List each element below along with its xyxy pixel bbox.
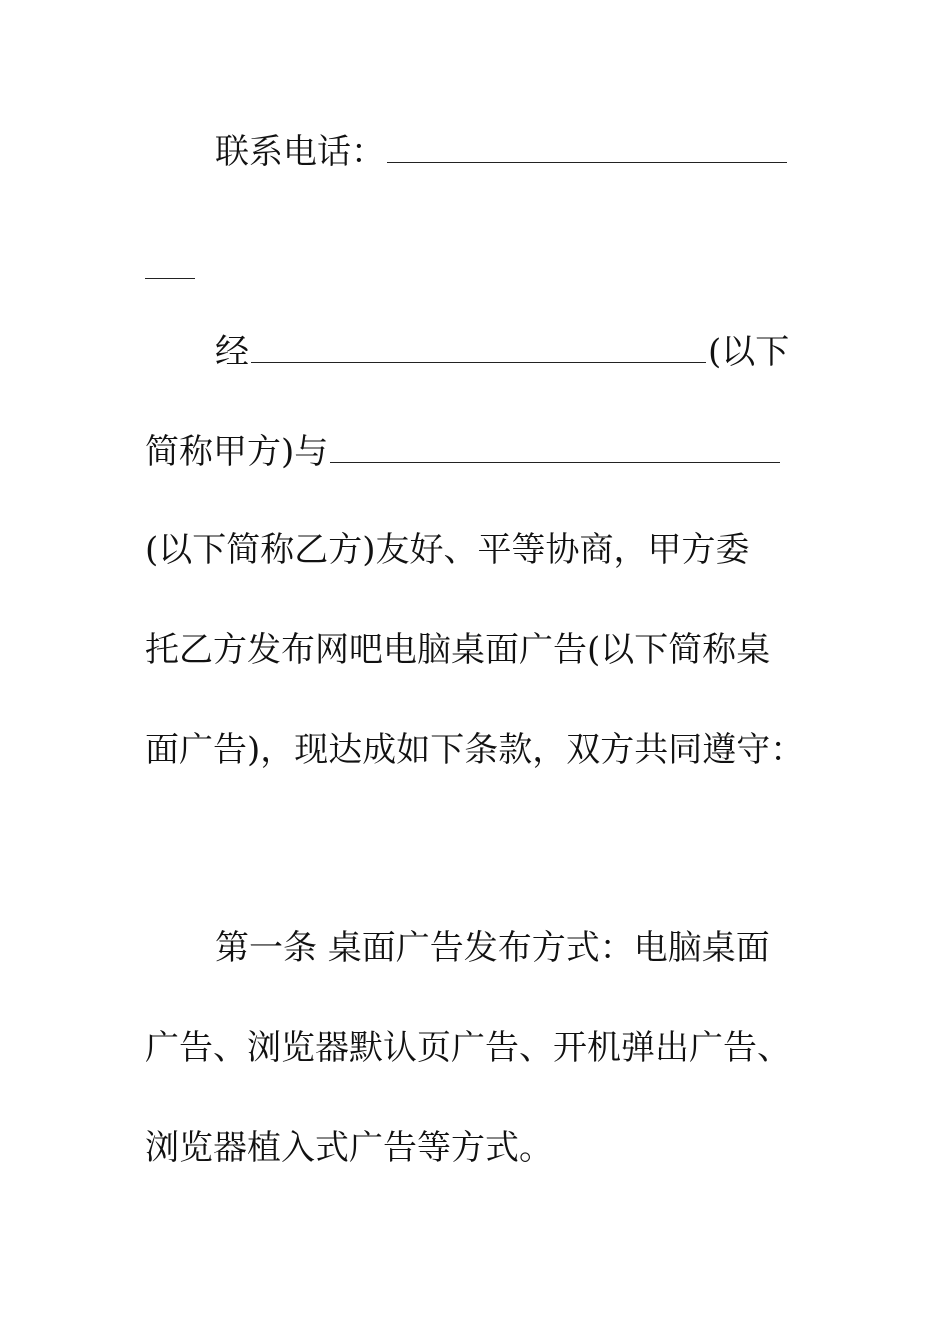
contact-phone-blank bbox=[387, 161, 787, 163]
party-a-blank bbox=[251, 361, 706, 363]
party-a-line bbox=[215, 322, 805, 382]
article-1-line-1: 第一条 桌面广告发布方式：电脑桌面 bbox=[215, 928, 770, 968]
contact-phone-blank-continuation-line bbox=[145, 238, 805, 298]
contact-phone-line bbox=[215, 122, 805, 182]
agreement-intro-line-2: 托乙方发布网吧电脑桌面广告(以下简称桌 bbox=[145, 630, 771, 670]
party-b-prefix: 简称甲方)与 bbox=[145, 432, 329, 472]
agreement-intro-line-1: (以下简称乙方)友好、平等协商，甲方委 bbox=[145, 530, 750, 570]
article-1-line-2: 广告、浏览器默认页广告、开机弹出广告、 bbox=[145, 1028, 791, 1068]
party-b-blank bbox=[330, 461, 780, 463]
party-a-prefix: 经 bbox=[215, 332, 249, 372]
contact-phone-blank-continuation bbox=[145, 277, 195, 279]
party-a-suffix: (以下 bbox=[708, 332, 790, 372]
agreement-intro-line-3: 面广告)，现达成如下条款，双方共同遵守： bbox=[145, 730, 805, 770]
article-1-line-3: 浏览器植入式广告等方式。 bbox=[145, 1128, 553, 1168]
party-b-line bbox=[145, 422, 805, 482]
contact-phone-label: 联系电话： bbox=[215, 132, 385, 172]
